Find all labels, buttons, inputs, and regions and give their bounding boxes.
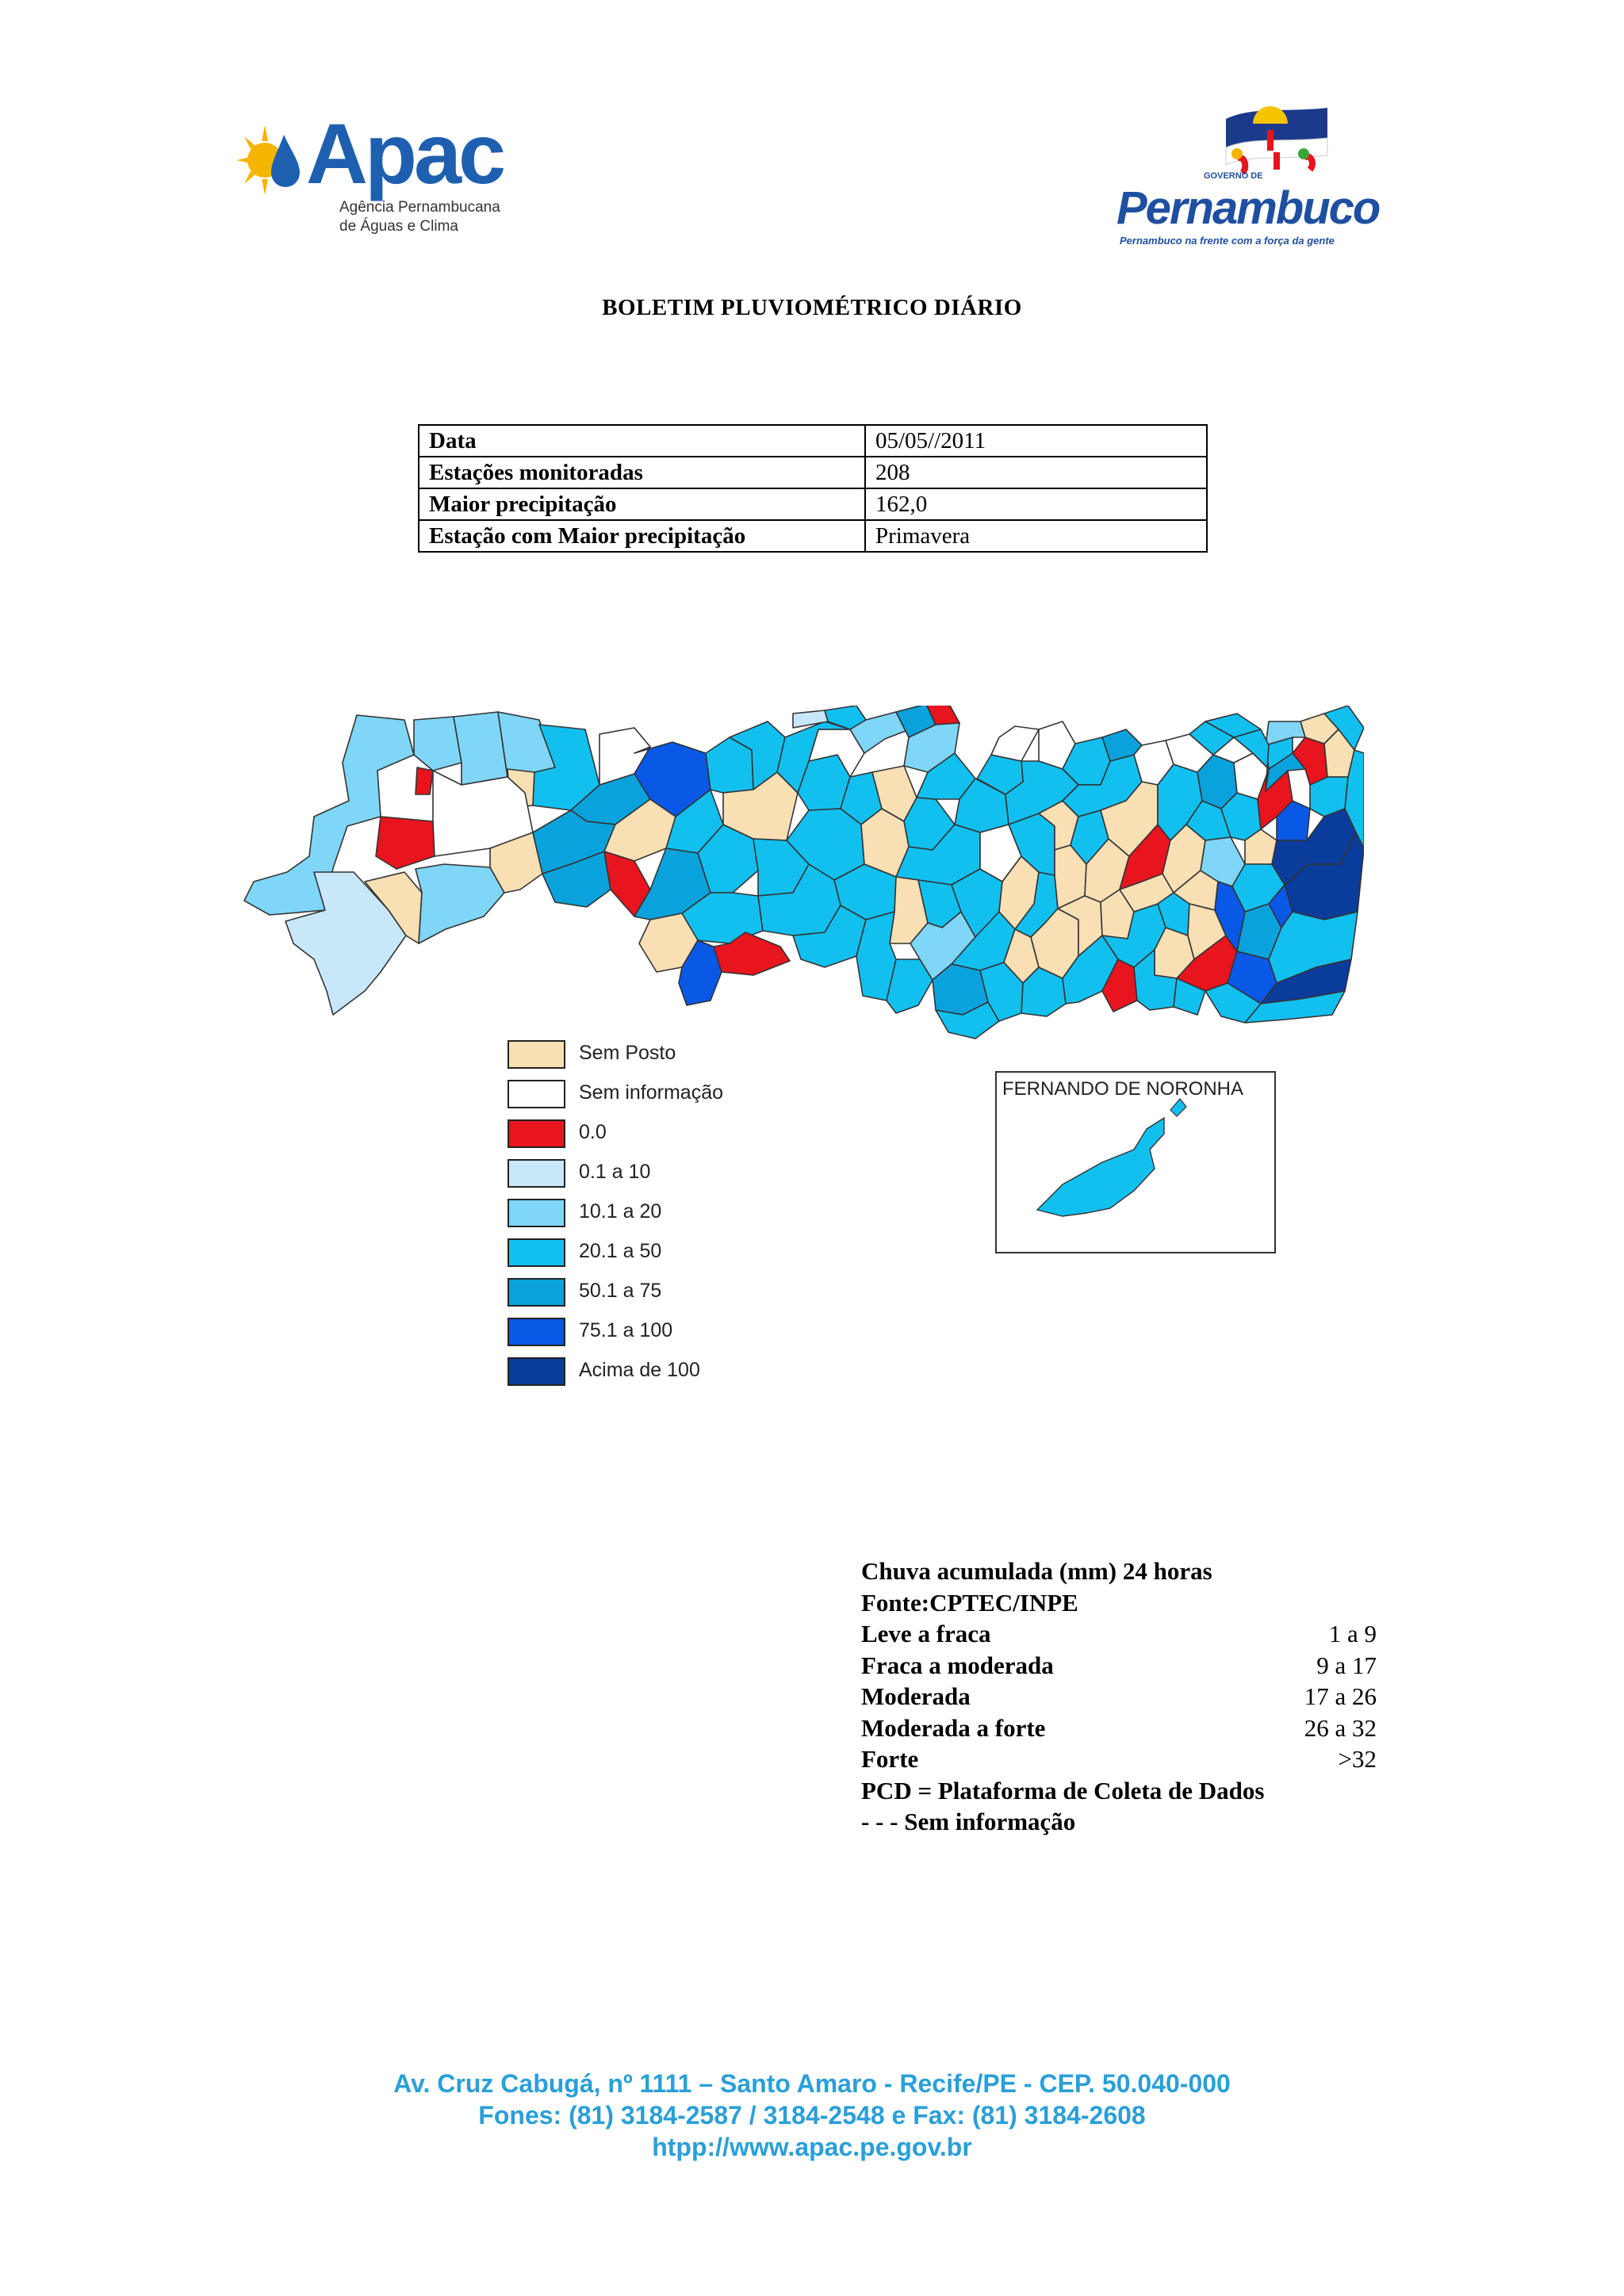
footer-url[interactable]: htpp://www.apac.pe.gov.br [652, 2133, 972, 2161]
legend-swatch [508, 1238, 565, 1267]
apac-logo-text: Apac [306, 105, 504, 201]
footer-phones: Fones: (81) 3184-2587 / 3184-2548 e Fax: (81) 3184-2608 [478, 2101, 1146, 2130]
table-row [419, 457, 1207, 488]
sun-drop-icon [235, 121, 306, 200]
scale-row: Leve a fraca 1 a 9 [861, 1620, 1377, 1647]
table-row [419, 488, 1207, 520]
legend-swatch [508, 1040, 565, 1069]
footer [0, 2068, 1624, 2163]
legend-swatch [508, 1199, 565, 1227]
pernambuco-logo-text: Pernambuco [1116, 182, 1380, 234]
scale-row: Moderada a forte 26 a 32 [861, 1713, 1377, 1742]
apac-logo-subtitle: Agência Pernambucana de Águas e Clima [339, 199, 500, 235]
pernambuco-logo [1110, 103, 1380, 254]
notes-pcd: PCD = Plataforma de Coleta de Dados [861, 1776, 1265, 1804]
table-row [419, 425, 1207, 457]
legend-swatch [508, 1357, 565, 1386]
legend-item: Acima de 100 [508, 1357, 825, 1389]
notes-source: Fonte:CPTEC/INPE [861, 1588, 1078, 1617]
legend-item: Sem informação [508, 1080, 825, 1112]
legend-item: 10.1 a 20 [508, 1199, 825, 1230]
rainfall-notes [861, 1556, 1377, 1838]
summary-table [418, 424, 1208, 553]
row-label: Maior precipitação [419, 488, 865, 520]
legend-swatch [508, 1080, 565, 1108]
notes-heading: Chuva acumulada (mm) 24 horas [861, 1557, 1212, 1585]
legend-swatch [508, 1119, 565, 1148]
row-value: Primavera [865, 520, 1207, 552]
legend-item: 75.1 a 100 [508, 1318, 825, 1349]
scale-row: Forte >32 [861, 1745, 1377, 1773]
scale-row: Moderada 17 a 26 [861, 1682, 1377, 1710]
legend-item: Sem Posto [508, 1040, 825, 1072]
document-title: BOLETIM PLUVIOMÉTRICO DIÁRIO [602, 295, 1022, 320]
legend-swatch [508, 1318, 565, 1346]
notes-no-info: - - - Sem informação [861, 1808, 1076, 1835]
row-label: Estação com Maior precipitação [419, 520, 865, 552]
flag-icon [1221, 103, 1332, 174]
row-value: 05/05//2011 [865, 425, 1207, 457]
legend-item: 20.1 a 50 [508, 1238, 825, 1270]
legend-swatch [508, 1278, 565, 1307]
gov-label: GOVERNO DE [1204, 171, 1263, 181]
legend-item: 0.0 [508, 1119, 825, 1151]
apac-logo [235, 95, 504, 262]
scale-row: Fraca a moderada 9 a 17 [861, 1651, 1377, 1679]
legend-item: 0.1 a 10 [508, 1159, 825, 1191]
row-label: Data [419, 425, 865, 457]
row-value: 208 [865, 457, 1207, 488]
footer-address: Av. Cruz Cabugá, nº 1111 – Santo Amaro - Recife/PE - CEP. 50.040-000 [393, 2069, 1231, 2098]
row-value: 162,0 [865, 488, 1207, 520]
pernambuco-slogan: Pernambuco na frente com a força da gente [1120, 235, 1335, 247]
table-row [419, 520, 1207, 552]
legend-item: 50.1 a 75 [508, 1278, 825, 1310]
legend-swatch [508, 1159, 565, 1188]
inset-title: FERNANDO DE NORONHA [1002, 1078, 1244, 1100]
row-label: Estações monitoradas [419, 457, 865, 488]
